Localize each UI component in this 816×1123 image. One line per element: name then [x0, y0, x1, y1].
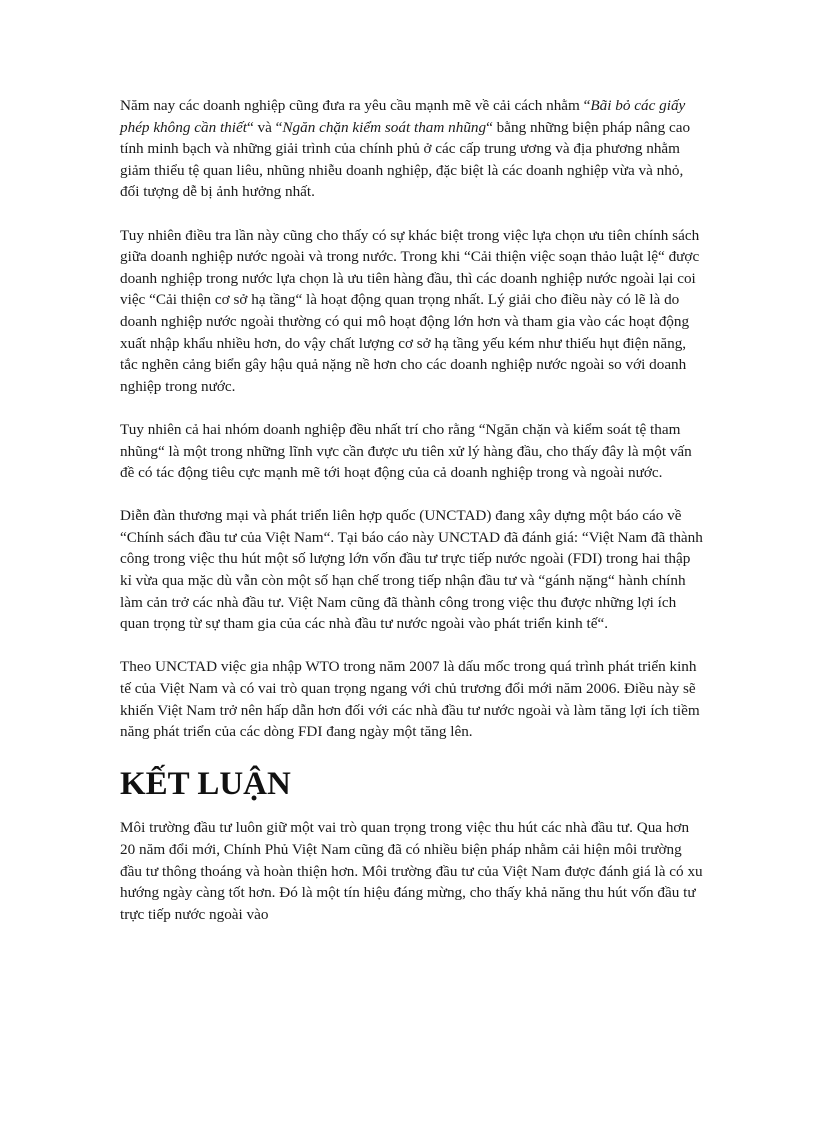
italic-phrase-anti-corruption: Ngăn chặn kiểm soát tham nhũng	[282, 118, 487, 136]
paragraph-text: “ và “	[246, 118, 283, 136]
paragraph-text: Năm nay các doanh nghiệp cũng đưa ra yêu cầu mạnh mẽ về cải cách nhằm “	[120, 97, 591, 114]
paragraph-reform-requests	[120, 95, 705, 203]
paragraph-wto-accession: Theo UNCTAD việc gia nhập WTO trong năm 2007 là dấu mốc trong quá trình phát triển kinh tế của Việt Nam và có vai trò quan trọng ngang với chủ trương đổi mới năm 2006. Điều này sẽ khiến Việt Nam trở nên hấp dẫn hơn đối với các nhà đầu tư nước ngoài và làm tăng lợi ích tiềm năng phát triển của các dòng FDI đang ngày một tăng lên.	[120, 658, 700, 741]
italic-phrase-abolish-permits: Bãi bỏ các giấy phép không cần thiết	[120, 97, 686, 136]
document-page	[120, 95, 705, 925]
paragraph-conclusion: Môi trường đầu tư luôn giữ một vai trò quan trọng trong việc thu hút các nhà đầu tư. Qua hơn 20 năm đổi mới, Chính Phủ Việt Nam cũng đã có nhiều biện pháp nhằm cải hiện môi trường đầu tư thông thoáng và hoàn thiện hơn. Môi trường đầu tư của Việt Nam được đánh giá là có xu hướng ngày càng tốt hơn. Đó là một tín hiệu đáng mừng, cho thấy khả năng thu hút vốn đầu tư trực tiếp nước ngoài vào	[120, 819, 703, 923]
paragraph-text: “ bằng những biện pháp nâng cao tính minh bạch và những giải trình của chính phủ ở các cấp trung ương và địa phương nhằm giảm thiểu tệ quan liêu, nhũng nhiễu doanh nghiệp, đặc biệt là các doanh nghiệp vừa và nhỏ, đối tượng dễ bị ảnh hưởng nhất.	[120, 118, 691, 201]
paragraph-policy-priorities: Tuy nhiên điều tra lần này cũng cho thấy có sự khác biệt trong việc lựa chọn ưu tiên chính sách giữa doanh nghiệp nước ngoài và trong nước. Trong khi “Cải thiện việc soạn thảo luật lệ“ được doanh nghiệp trong nước lựa chọn là ưu tiên hàng đầu, thì các doanh nghiệp nước ngoài lại coi việc “Cải thiện cơ sở hạ tầng“ là hoạt động quan trọng nhất. Lý giải cho điều này có lẽ là do doanh nghiệp nước ngoài thường có qui mô hoạt động lớn hơn và tham gia vào các hoạt động xuất nhập khẩu nhiều hơn, do vậy chất lượng cơ sở hạ tầng yếu kém như thiếu hụt điện năng, tắc nghẽn cảng biển gây hậu quả nặng nề hơn cho các doanh nghiệp nước ngoài so với doanh nghiệp trong nước.	[120, 226, 700, 395]
section-heading-conclusion: KẾT LUẬN	[120, 766, 291, 803]
paragraph-unctad-report: Diễn đàn thương mại và phát triển liên hợp quốc (UNCTAD) đang xây dựng một báo cáo về “Chính sách đầu tư của Việt Nam“. Tại báo cáo này UNCTAD đã đánh giá: “Việt Nam đã thành công trong việc thu hút một số lượng lớn vốn đầu tư trực tiếp nước ngoài (FDI) trong hai thập kỉ vừa qua mặc dù vẫn còn một số hạn chế trong tiếp nhận đầu tư và “gánh nặng“ hành chính làm cản trở các nhà đầu tư. Việt Nam cũng đã thành công trong việc thu được những lợi ích quan trọng từ sự tham gia của các nhà đầu tư nước ngoài vào phát triển kinh tế“.	[120, 507, 703, 633]
paragraph-corruption-consensus: Tuy nhiên cả hai nhóm doanh nghiệp đều nhất trí cho rằng “Ngăn chặn và kiểm soát tệ tham nhũng“ là một trong những lĩnh vực cần được ưu tiên xử lý hàng đầu, cho thấy đây là một vấn đề có tác động tiêu cực mạnh mẽ tới hoạt động của cả doanh nghiệp trong và ngoài nước.	[120, 420, 692, 482]
